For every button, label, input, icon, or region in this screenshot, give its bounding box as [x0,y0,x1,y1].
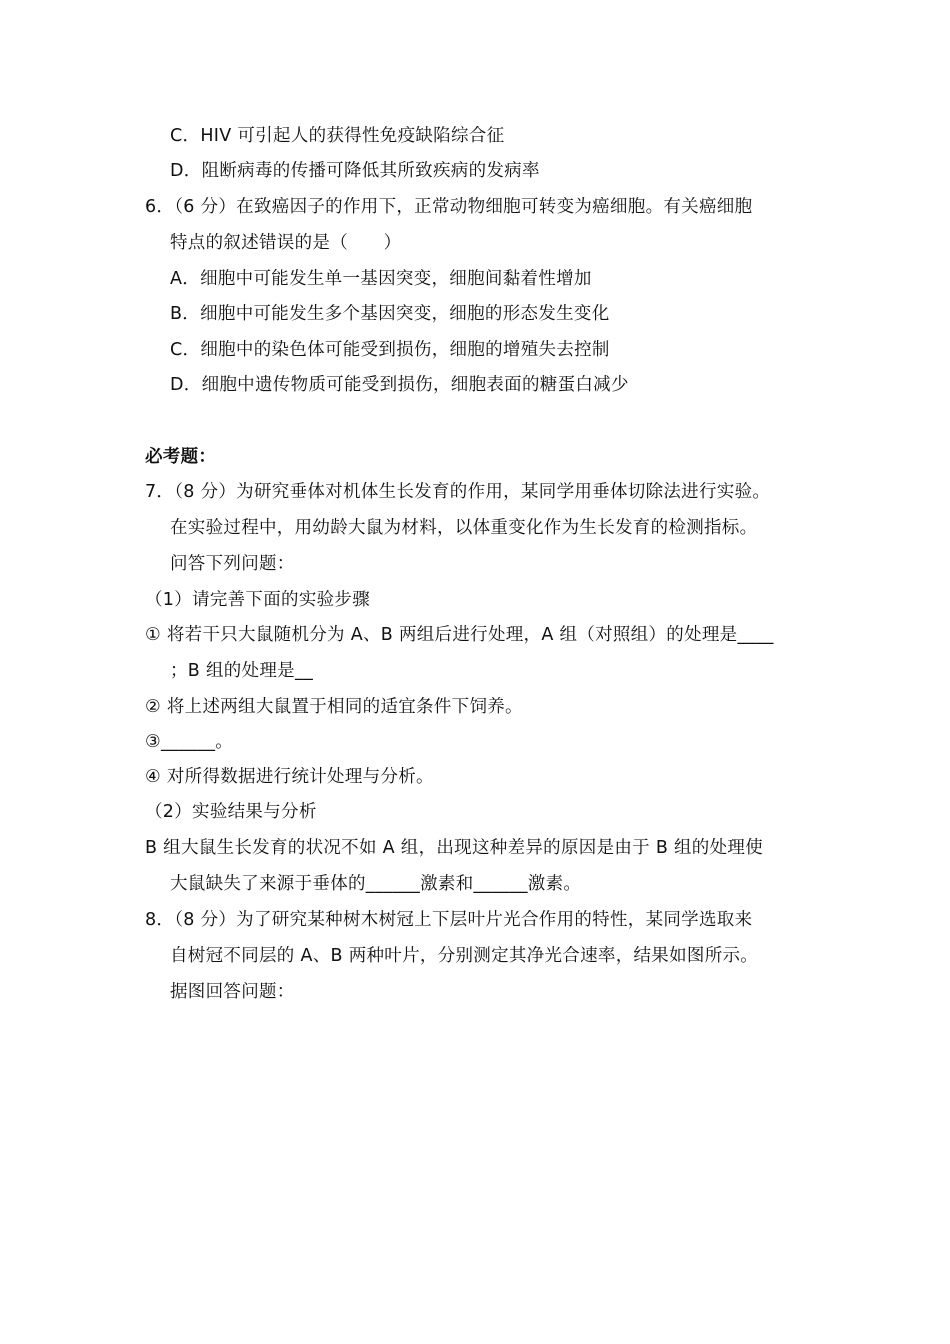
section-heading: 必考题： [145,447,217,467]
q8-stem-line-3: 据图回答问题： [170,982,295,1002]
q7-result-line-1: B 组大鼠生长发育的状况不如 A 组，出现这种差异的原因是由于 B 组的处理使 [145,838,763,858]
q7-step-3: ③______。 [145,732,234,752]
q5-option-d: D．阻断病毒的传播可降低其所致疾病的发病率 [170,161,540,181]
q7-step-4: ④ 对所得数据进行统计处理与分析。 [145,767,434,787]
q7-step-1-line-1: ① 将若干只大鼠随机分为 A、B 两组后进行处理，A 组（对照组）的处理是____ [145,625,774,645]
q7-part-1-heading: （1）请完善下面的实验步骤 [145,590,371,610]
q6-option-d: D．细胞中遗传物质可能受到损伤，细胞表面的糖蛋白减少 [170,375,629,395]
q5-option-c: C．HIV 可引起人的获得性免疫缺陷综合征 [170,126,505,146]
q7-step-2: ② 将上述两组大鼠置于相同的适宜条件下饲养。 [145,697,523,717]
q6-option-a: A．细胞中可能发生单一基因突变，细胞间黏着性增加 [170,269,592,289]
q6-stem-line-1: 6．（6 分）在致癌因子的作用下，正常动物细胞可转变为癌细胞。有关癌细胞 [145,197,753,217]
q7-result-line-2: 大鼠缺失了来源于垂体的______激素和______激素。 [170,874,582,894]
q7-stem-line-2: 在实验过程中，用幼龄大鼠为材料，以体重变化作为生长发育的检测指标。 [170,518,758,538]
q6-option-c: C．细胞中的染色体可能受到损伤，细胞的增殖失去控制 [170,340,610,360]
q6-stem-line-2: 特点的叙述错误的是（ ） [170,233,402,253]
q8-stem-line-1: 8．（8 分）为了研究某种树木树冠上下层叶片光合作用的特性，某同学选取来 [145,910,753,930]
q7-step-1-line-2: ；B 组的处理是__ [170,661,314,681]
q8-stem-line-2: 自树冠不同层的 A、B 两种叶片，分别测定其净光合速率，结果如图所示。 [170,946,759,966]
q6-option-b: B．细胞中可能发生多个基因突变，细胞的形态发生变化 [170,304,610,324]
q7-part-2-heading: （2）实验结果与分析 [145,802,317,822]
q7-stem-line-3: 问答下列问题： [170,554,295,574]
q7-stem-line-1: 7．（8 分）为研究垂体对机体生长发育的作用，某同学用垂体切除法进行实验。 [145,482,771,502]
